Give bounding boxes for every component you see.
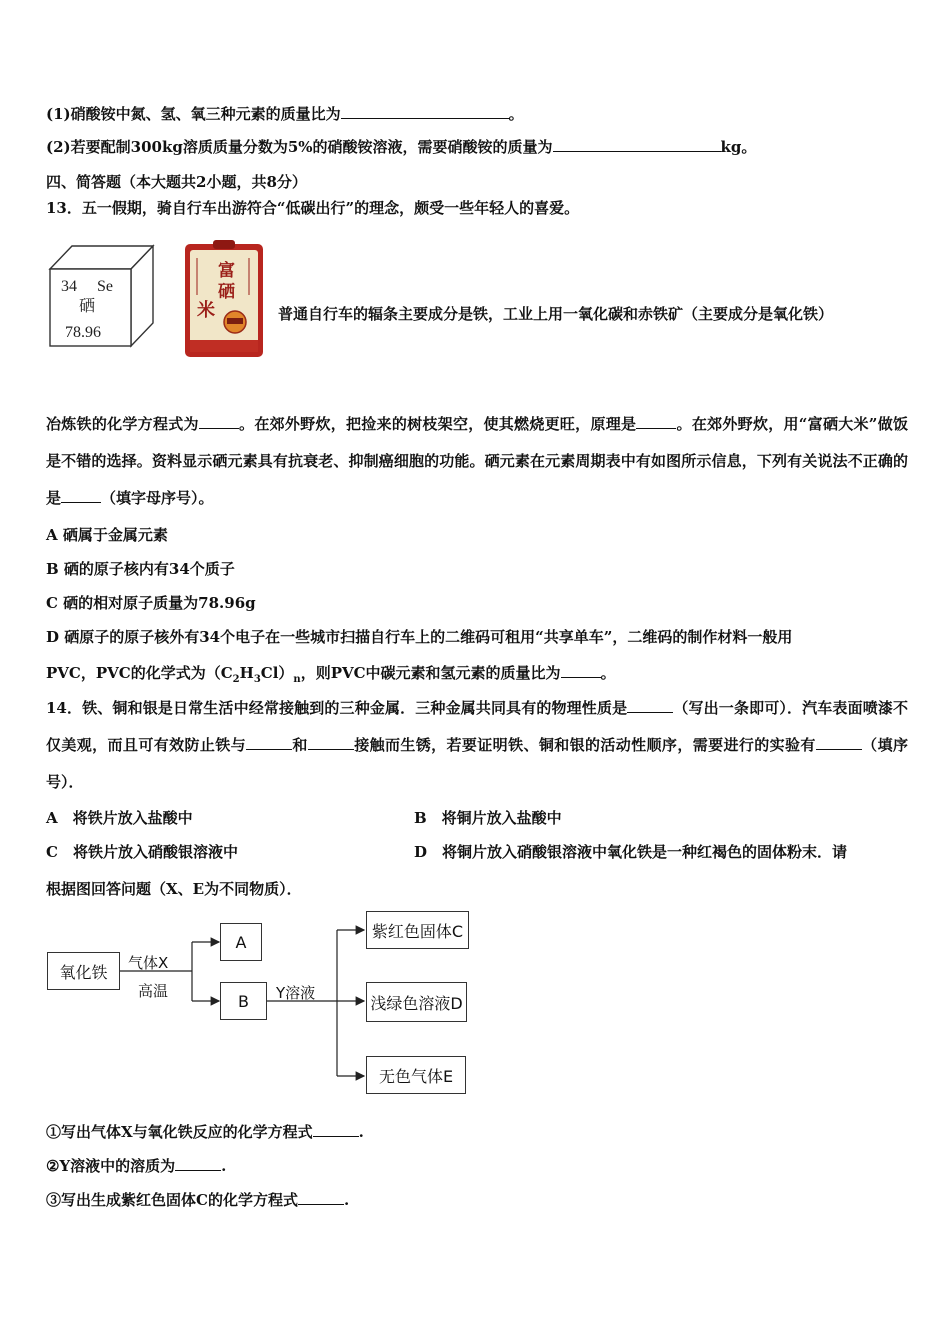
q14-p4: 接触而生锈，若要证明铁、铜和银的活动性顺序，需要进行的实验有 bbox=[353, 736, 816, 754]
element-name: 硒 bbox=[79, 296, 96, 315]
q14-p5: （填序号）． bbox=[46, 736, 908, 791]
answer-blank[interactable] bbox=[61, 488, 101, 503]
answer-blank[interactable] bbox=[199, 414, 239, 429]
q13-option-d: D 硒原子的原子核外有34个电子在一些城市扫描自行车上的二维码可租用“共享单车”，二维码的制作材料一般用 bbox=[46, 628, 793, 646]
q12-part1-end: 。 bbox=[508, 105, 524, 123]
q12-part2 bbox=[46, 137, 756, 157]
answer-blank[interactable] bbox=[308, 735, 354, 750]
pvc-subscript: n bbox=[293, 674, 301, 685]
q13-option-b: B 硒的原子核内有34个质子 bbox=[46, 560, 235, 578]
rice-bag-char: 米 bbox=[197, 300, 215, 321]
answer-blank[interactable] bbox=[636, 414, 676, 429]
atomic-number: 34 bbox=[61, 278, 77, 295]
answer-blank[interactable] bbox=[175, 1156, 221, 1171]
q12-part2-text: (2)若要配制300kg溶质质量分数为5%的硝酸铵溶液，需要硝酸铵的质量为 bbox=[46, 138, 553, 156]
q13-paragraph bbox=[46, 406, 908, 517]
q14-option-d: D 将铜片放入硝酸银溶液中氧化铁是一种红褐色的固体粉末．请 bbox=[414, 843, 848, 861]
q14-p2: （写出一条即可）．汽车表面喷漆不仅美观，而且可有效防止铁与 bbox=[46, 699, 908, 754]
pvc-subscript: 2 bbox=[232, 674, 240, 685]
q14-p3: 和 bbox=[292, 736, 308, 754]
subquestion-1 bbox=[46, 1122, 364, 1142]
y-solution-label: Y溶液 bbox=[276, 984, 316, 1002]
q13-para-d: （填字母序号）。 bbox=[101, 489, 214, 507]
q14-option-a: A 将铁片放入盐酸中 bbox=[46, 809, 193, 827]
gas-x-label: 气体X bbox=[128, 954, 169, 972]
product-d-box: 浅绿色溶液D bbox=[366, 982, 467, 1022]
pvc-text: H bbox=[239, 664, 254, 682]
q14-paragraph bbox=[46, 690, 908, 801]
atomic-mass: 78.96 bbox=[65, 324, 101, 341]
product-b-box: B bbox=[220, 982, 267, 1020]
q12-part1 bbox=[46, 104, 524, 124]
subquestion-3 bbox=[46, 1190, 349, 1210]
q13-stem: 13．五一假期，骑自行车出游符合“低碳出行”的理念，颇受一些年轻人的喜爱。 bbox=[46, 199, 580, 217]
pvc-end: 。 bbox=[600, 664, 616, 682]
q14-continuation: 根据图回答问题（X、E为不同物质）． bbox=[46, 880, 302, 898]
product-e-box: 无色气体E bbox=[366, 1056, 466, 1094]
q13-option-c: C 硒的相对原子质量为78.96g bbox=[46, 594, 256, 612]
selenium-element-card bbox=[47, 243, 159, 349]
pvc-text: PVC，PVC的化学式为（C bbox=[46, 664, 233, 682]
product-c-box: 紫红色固体C bbox=[366, 911, 469, 949]
element-symbol: Se bbox=[97, 278, 113, 295]
high-temp-label: 高温 bbox=[138, 982, 169, 1000]
q14-option-b: B 将铜片放入盐酸中 bbox=[414, 809, 562, 827]
iron-oxide-box: 氧化铁 bbox=[47, 952, 120, 990]
subquestion-3-text: ③写出生成紫红色固体C的化学方程式 bbox=[46, 1191, 298, 1209]
section-heading: 四、简答题（本大题共2小题，共8分） bbox=[46, 173, 307, 191]
pvc-text: Cl） bbox=[260, 664, 294, 682]
answer-blank[interactable] bbox=[246, 735, 292, 750]
q14-p1: 14．铁、铜和银是日常生活中经常接触到的三种金属．三种金属共同具有的物理性质是 bbox=[46, 699, 628, 717]
q12-part2-end: kg。 bbox=[720, 138, 757, 156]
subquestion-2 bbox=[46, 1156, 226, 1176]
pvc-text: ，则PVC中碳元素和氢元素的质量比为 bbox=[300, 664, 561, 682]
answer-blank[interactable] bbox=[298, 1190, 344, 1205]
period: . bbox=[343, 1191, 350, 1209]
q12-part1-text: (1)硝酸铵中氮、氢、氧三种元素的质量比为 bbox=[46, 105, 341, 123]
q13-para-a: 冶炼铁的化学方程式为 bbox=[46, 415, 199, 433]
period: . bbox=[221, 1157, 227, 1175]
q13-para-b: 。在郊外野炊，把捡来的树枝架空，使其燃烧更旺，原理是 bbox=[238, 415, 637, 433]
q13-inline-text: 普通自行车的辐条主要成分是铁，工业上用一氧化碳和赤铁矿（主要成分是氧化铁） bbox=[278, 305, 834, 323]
q13-option-a: A 硒属于金属元素 bbox=[46, 526, 168, 544]
subquestion-2-text: ②Y溶液中的溶质为 bbox=[46, 1157, 176, 1175]
q13-para-c: 。在郊外野炊，用“富硒大米”做饭是不错的选择。资料显示硒元素具有抗衰老、抑制癌细胞的功能。硒元素在元素周期表中有如图所示信息，下列有关说法不正确的是 bbox=[46, 415, 908, 507]
pvc-subscript: 3 bbox=[253, 674, 261, 685]
q14-option-c: C 将铁片放入硝酸银溶液中 bbox=[46, 843, 238, 861]
answer-blank[interactable] bbox=[627, 698, 673, 713]
answer-blank[interactable] bbox=[561, 663, 601, 678]
rice-bag-char: 富 bbox=[218, 261, 235, 281]
selenium-rice-bag-image bbox=[183, 240, 265, 360]
subquestion-1-text: ①写出气体X与氧化铁反应的化学方程式 bbox=[46, 1123, 313, 1141]
answer-blank[interactable] bbox=[313, 1122, 359, 1137]
answer-blank[interactable] bbox=[816, 735, 862, 750]
answer-blank[interactable] bbox=[553, 137, 721, 152]
rice-bag-char: 硒 bbox=[218, 282, 235, 302]
product-a-box: A bbox=[220, 923, 262, 961]
answer-blank[interactable] bbox=[341, 104, 509, 119]
period: . bbox=[358, 1123, 364, 1141]
q13-pvc bbox=[46, 663, 616, 690]
